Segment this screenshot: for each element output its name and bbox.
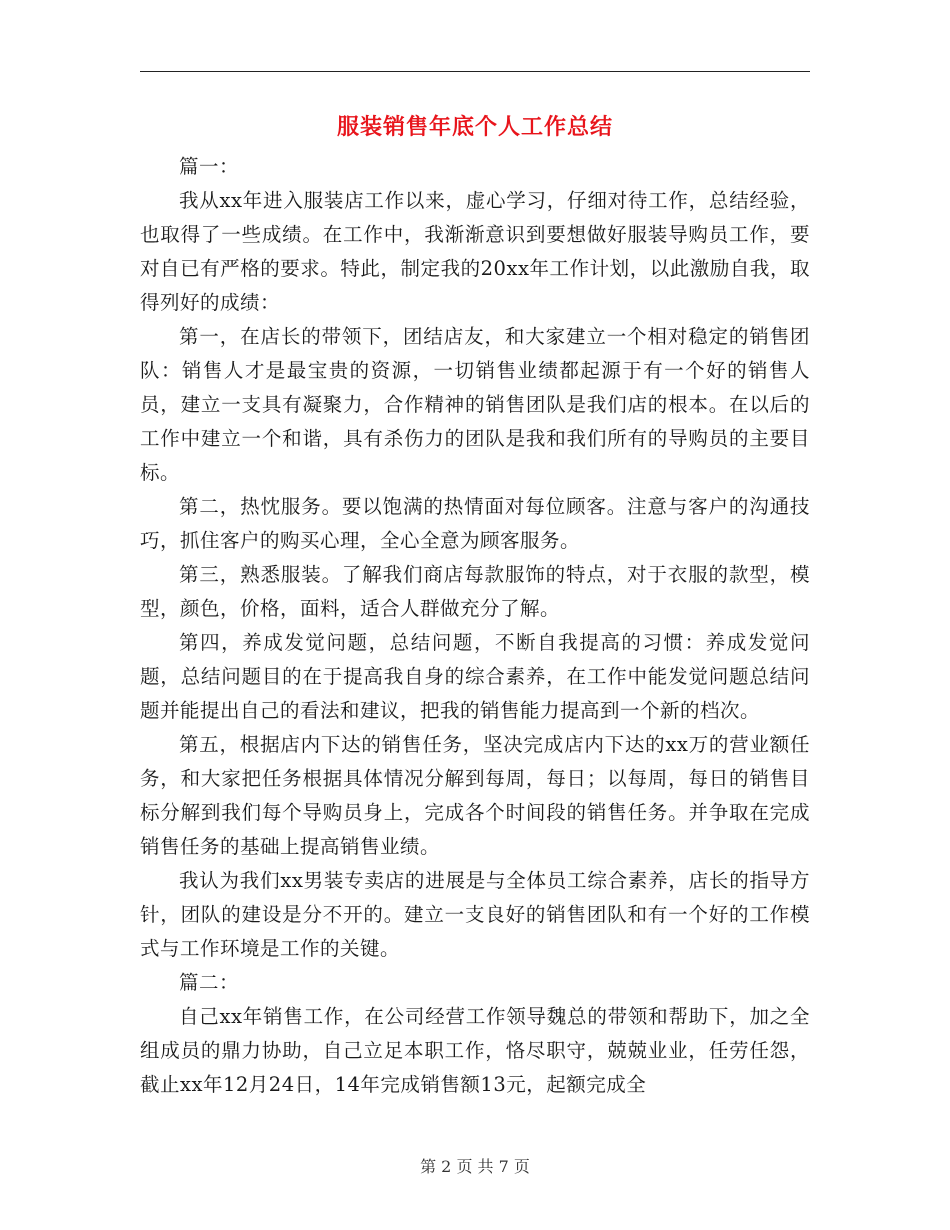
paragraph-point-1: 第一，在店长的带领下，团结店友，和大家建立一个相对稳定的销售团队：销售人才是最宝贵的资源，一切销售业绩都起源于有一个好的销售人员，建立一支具有凝聚力，合作精神的销售团队是我们店的根本。在以后的工作中建立一个和谐，具有杀伤力的团队是我和我们所有的导购员的主要目标。 xyxy=(140,325,810,484)
paragraph-point-3: 第三，熟悉服装。了解我们商店每款服饰的特点，对于衣服的款型，模型，颜色，价格，面料，适合人群做充分了解。 xyxy=(140,563,810,620)
paragraph-section2-intro: 自己xx年销售工作，在公司经营工作领导魏总的带领和帮助下，加之全组成员的鼎力协助，自己立足本职工作，恪尽职守，兢兢业业，任劳任怨，截止xx年12月24日，14年完成销售额13元，起额完成全 xyxy=(140,1005,810,1096)
document-title: 服装销售年底个人工作总结 xyxy=(336,115,613,140)
paragraph-point-4: 第四，养成发觉问题，总结问题，不断自我提高的习惯：养成发觉问题，总结问题目的在于提高我自身的综合素养，在工作中能发觉问题总结问题并能提出自己的看法和建议，把我的销售能力提高到一个新的档次。 xyxy=(140,631,810,722)
paragraph-point-2: 第二，热忱服务。要以饱满的热情面对每位顾客。注意与客户的沟通技巧，抓住客户的购买心理，全心全意为顾客服务。 xyxy=(140,495,810,552)
header-rule xyxy=(140,71,810,72)
document-body xyxy=(140,150,810,1102)
section-heading-1: 篇一： xyxy=(179,155,240,178)
section-heading-2: 篇二： xyxy=(179,971,240,994)
paragraph-point-5: 第五，根据店内下达的销售任务，坚决完成店内下达的xx万的营业额任务，和大家把任务根据具体情况分解到每周，每日；以每周，每日的销售目标分解到我们每个导购员身上，完成各个时间段的销售任务。并争取在完成销售任务的基础上提高销售业绩。 xyxy=(140,733,810,858)
page-number: 第 2 页 共 7 页 xyxy=(420,1157,530,1176)
paragraph-conclusion: 我认为我们xx男装专卖店的进展是与全体员工综合素养，店长的指导方针，团队的建设是分不开的。建立一支良好的销售团队和有一个好的工作模式与工作环境是工作的关键。 xyxy=(140,869,810,960)
paragraph-intro: 我从xx年进入服装店工作以来，虚心学习，仔细对待工作，总结经验，也取得了一些成绩。在工作中，我渐渐意识到要想做好服装导购员工作，要对自已有严格的要求。特此，制定我的20xx年工作计划，以此激励自我，取得列好的成绩： xyxy=(140,189,810,314)
